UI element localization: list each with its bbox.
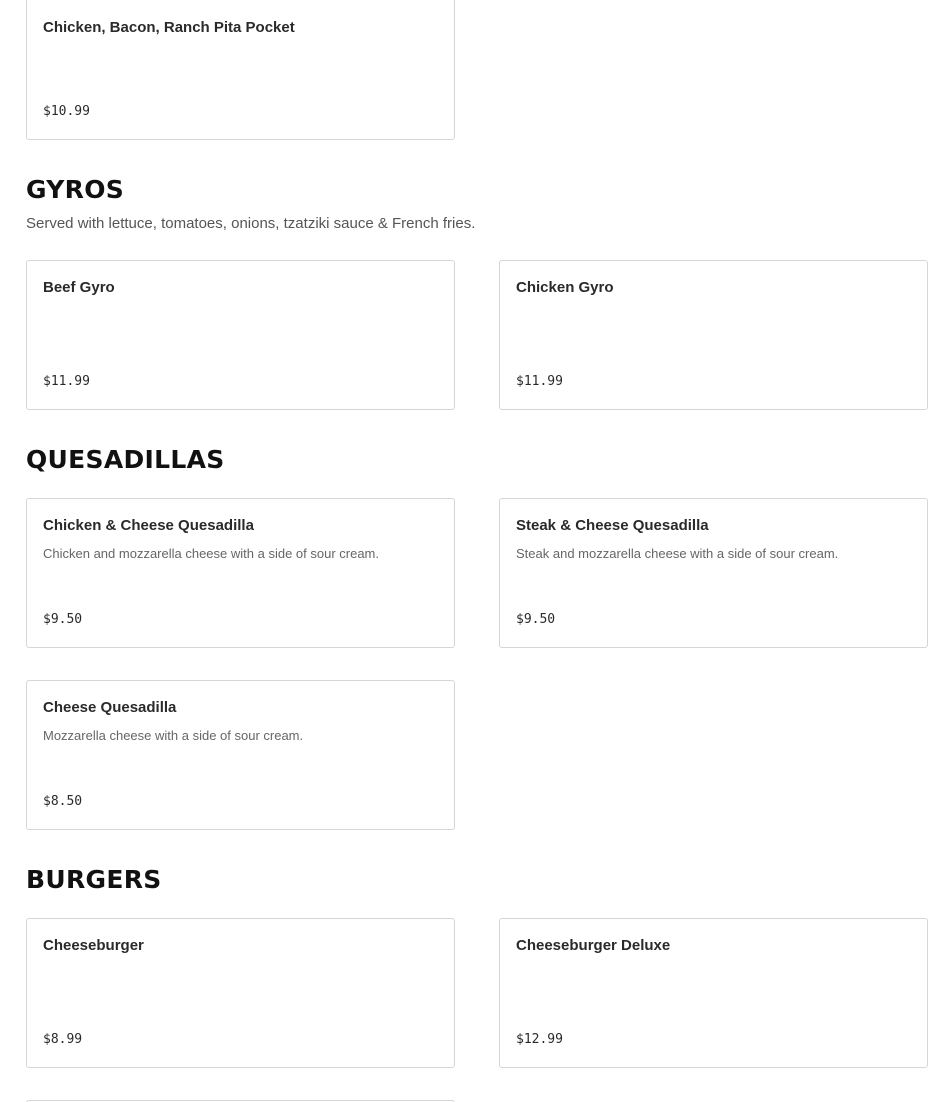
menu-item-card[interactable] (499, 918, 928, 1068)
section-title-burgers: BURGERS (26, 865, 162, 894)
menu-item-price: $8.50 (43, 794, 83, 809)
menu-item-name: Cheeseburger Deluxe (516, 937, 671, 954)
menu-item-price: $11.99 (43, 374, 90, 389)
menu-item-description: Mozzarella cheese with a side of sour cream. (43, 728, 304, 743)
menu-item-price: $9.50 (516, 612, 556, 627)
menu-item-name: Chicken, Bacon, Ranch Pita Pocket (43, 19, 295, 36)
menu-item-description: Chicken and mozzarella cheese with a side of sour cream. (43, 546, 379, 561)
menu-item-price: $8.99 (43, 1032, 83, 1047)
menu-item-card[interactable] (26, 260, 455, 410)
menu-item-name: Cheese Quesadilla (43, 699, 177, 716)
menu-item-card[interactable] (499, 498, 928, 648)
menu-item-name: Chicken Gyro (516, 279, 614, 296)
section-title-quesadillas: QUESADILLAS (26, 445, 225, 474)
section-title-gyros: GYROS (26, 175, 125, 204)
section-description-gyros: Served with lettuce, tomatoes, onions, tzatziki sauce & French fries. (26, 215, 476, 232)
menu-item-description: Steak and mozzarella cheese with a side of sour cream. (516, 546, 839, 561)
menu-item-name: Chicken & Cheese Quesadilla (43, 517, 254, 534)
menu-item-name: Cheeseburger (43, 937, 144, 954)
menu-item-card[interactable] (26, 680, 455, 830)
menu-item-card[interactable] (26, 918, 455, 1068)
menu-item-price: $11.99 (516, 374, 563, 389)
menu-item-card[interactable] (499, 260, 928, 410)
menu-item-price: $9.50 (43, 612, 83, 627)
menu-item-card[interactable] (26, 498, 455, 648)
menu-item-price: $10.99 (43, 104, 90, 119)
menu-item-price: $12.99 (516, 1032, 563, 1047)
menu-item-name: Steak & Cheese Quesadilla (516, 517, 709, 534)
menu-item-name: Beef Gyro (43, 279, 115, 296)
menu-item-card[interactable] (26, 0, 455, 140)
